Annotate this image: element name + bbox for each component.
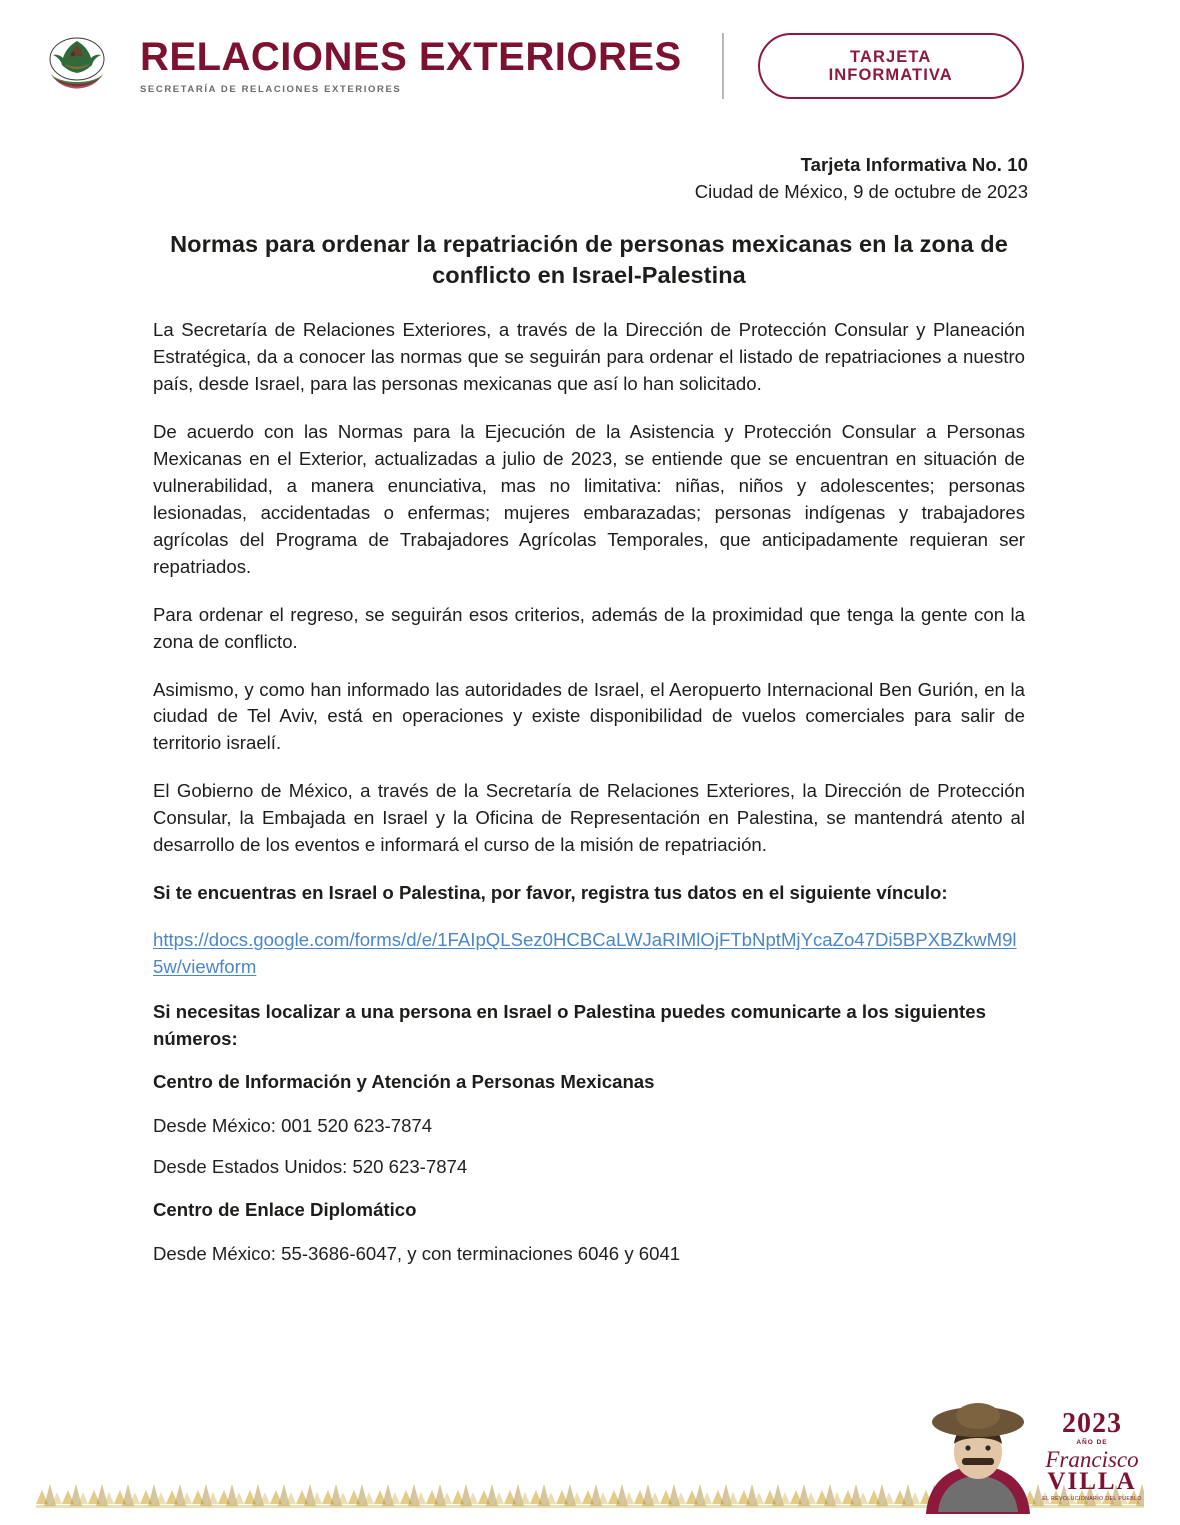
paragraph-5: El Gobierno de México, a través de la Secretaría de Relaciones Exteriores, la Dirección de Protección Consular, la Embajada en Israel y la Oficina de Representación en Palestina, se mantendrá atento al desarrollo de los eventos e informará el curso de la misión de repatriación. [153, 780, 1025, 856]
seal-last-name: VILLA [1047, 1467, 1137, 1495]
tarjeta-informativa-badge [758, 33, 1024, 99]
contact-1-line-1: Desde México: 001 520 623-7874 [153, 1115, 433, 1137]
contact-2-line-1: Desde México: 55-3686-6047, y con terminaciones 6046 y 6041 [153, 1242, 681, 1264]
contact-heading-1: Centro de Información y Atención a Personas Mexicanas [153, 1071, 655, 1093]
form-link-paragraph [153, 927, 1025, 980]
google-form-link[interactable]: https://docs.google.com/forms/d/e/1FAIpQLSez0HCBCaLWJaRIMlOjFTbNptMjYcaZo47Di5BPXBZkwM9l5w/viewform [153, 929, 1017, 977]
paragraph-3: Para ordenar el regreso, se seguirán esos criterios, además de la proximidad que tenga la gente con la zona de conflicto. [153, 603, 1025, 652]
paragraph-4: Asimismo, y como han informado las autoridades de Israel, el Aeropuerto Internacional Ben Gurión, en la ciudad de Tel Aviv, está en operaciones y existe disponibilidad de vuelos comerciales para salir de territorio israelí. [153, 678, 1025, 754]
contact-1-line-2: Desde Estados Unidos: 520 623-7874 [153, 1156, 468, 1178]
contact-heading-2: Centro de Enlace Diplomático [153, 1199, 417, 1221]
page-title: Normas para ordenar la repatriación de personas mexicanas en la zona de conflicto en Israel-Palestina [170, 231, 1008, 289]
brand-subtitle: SECRETARÍA DE RELACIONES EXTERIORES [140, 84, 402, 95]
mexican-eagle-coat-of-arms-icon [40, 29, 114, 103]
locate-prompt: Si necesitas localizar a una persona en Israel o Palestina puedes comunicarte a los siguientes números: [153, 1000, 986, 1049]
paragraph-1: La Secretaría de Relaciones Exteriores, a través de la Dirección de Protección Consular y Planeación Estratégica, da a conocer las normas que se seguirán para ordenar el listado de repatriaciones a nuestro país, desde Israel, para las personas mexicanas que así lo han solicitado. [153, 319, 1025, 394]
villa-seal-text [1038, 1410, 1146, 1502]
seal-first-name: Francisco [1045, 1446, 1139, 1472]
seal-year: 2023 [1062, 1408, 1122, 1440]
brand-lockup [40, 29, 682, 103]
francisco-villa-portrait-icon [918, 1392, 1038, 1520]
seal-tagline: EL REVOLUCIONARIO DEL PUEBLO [1042, 1495, 1142, 1502]
badge-line-2: INFORMATIVA [828, 66, 953, 84]
header-divider [722, 33, 724, 99]
card-number: Tarjeta Informativa No. 10 [800, 154, 1028, 175]
place-and-date: Ciudad de México, 9 de octubre de 2023 [694, 181, 1028, 202]
document-body [0, 229, 1180, 1265]
brand-title: RELACIONES EXTERIORES [140, 35, 682, 79]
document-meta [0, 154, 1180, 203]
register-prompt: Si te encuentras en Israel o Palestina, por favor, registra tus datos en el siguiente vínculo: [153, 882, 948, 904]
badge-line-1: TARJETA [850, 47, 932, 66]
page-footer [0, 1408, 1180, 1524]
francisco-villa-seal [918, 1388, 1146, 1520]
page-header [0, 0, 1180, 132]
seal-anio-label: AÑO DE [1076, 1439, 1108, 1447]
paragraph-2: De acuerdo con las Normas para la Ejecución de la Asistencia y Protección Consular a Personas Mexicanas en el Exterior, actualizadas a julio de 2023, se entiende que se encuentran en situación de vulnerabilidad, a manera enunciativa, mas no limitativa: niñas, niños y adolescentes; personas lesionadas, accidentadas o enfermas; mujeres embarazadas; personas indígenas y trabajadores agrícolas del Programa de Trabajadores Agrícolas Temporales, que anticipadamente requieran ser repatriados. [153, 420, 1025, 577]
